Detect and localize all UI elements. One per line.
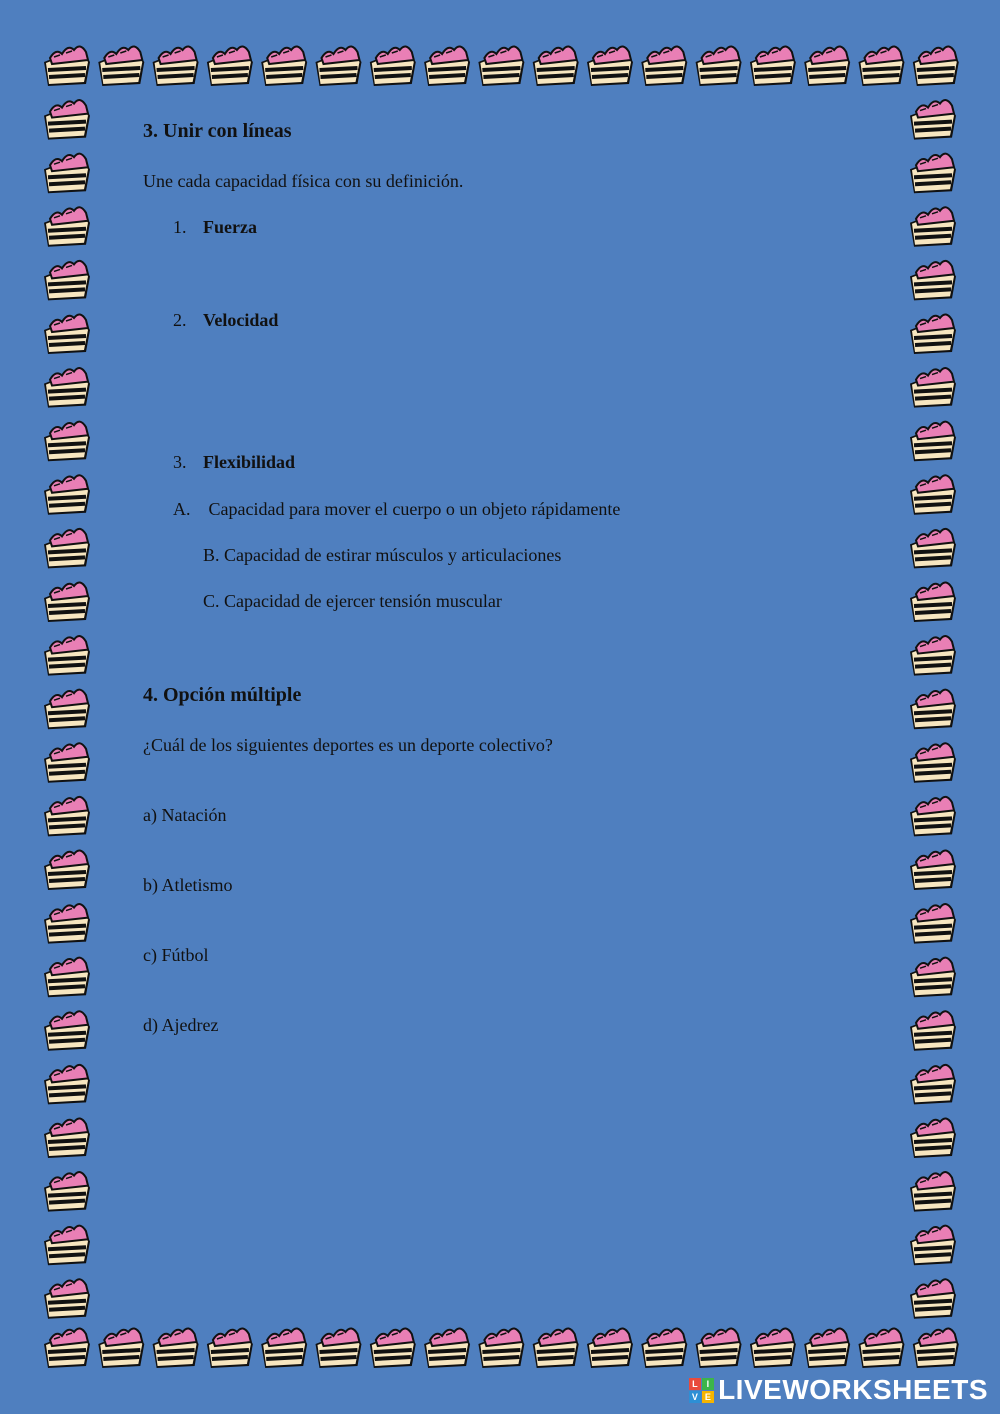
cake-slice-icon <box>910 1226 956 1266</box>
cake-slice-icon <box>44 690 90 730</box>
match-item-2[interactable] <box>173 310 278 331</box>
match-item-number: 1. <box>173 217 187 237</box>
cake-slice-icon <box>641 1328 687 1368</box>
cake-slice-icon <box>44 797 90 837</box>
cake-slice-icon <box>261 1328 307 1368</box>
option-b[interactable]: b) Atletismo <box>143 875 233 895</box>
cake-slice-icon <box>44 1011 90 1051</box>
cake-slice-icon <box>44 475 90 515</box>
cake-slice-icon <box>44 1279 90 1319</box>
logo-mark-letter: E <box>702 1391 714 1403</box>
cake-slice-icon <box>910 207 956 247</box>
match-item-label: Velocidad <box>203 310 279 330</box>
cake-slice-icon <box>424 1328 470 1368</box>
cake-slice-icon <box>370 46 416 86</box>
cake-slice-icon <box>478 1328 524 1368</box>
match-item-label: Fuerza <box>203 217 257 237</box>
section-3-instruction: Une cada capacidad física con su definición. <box>143 171 464 191</box>
cake-slice-icon <box>44 743 90 783</box>
cake-slice-icon <box>804 1328 850 1368</box>
cake-slice-icon <box>910 314 956 354</box>
logo-mark-letter: I <box>702 1378 714 1390</box>
cake-slice-icon <box>44 1226 90 1266</box>
cake-slice-icon <box>44 422 90 462</box>
cake-slice-icon <box>750 46 796 86</box>
cake-slice-icon <box>913 46 959 86</box>
cake-slice-icon <box>910 1011 956 1051</box>
match-item-number: 3. <box>173 452 187 472</box>
cake-slice-icon <box>910 904 956 944</box>
cake-slice-icon <box>910 1065 956 1105</box>
cake-slice-icon <box>804 46 850 86</box>
logo-mark-icon <box>689 1378 714 1403</box>
match-item-3[interactable] <box>173 452 295 473</box>
cake-slice-icon <box>859 1328 905 1368</box>
cake-slice-icon <box>44 1065 90 1105</box>
cake-slice-icon <box>153 46 199 86</box>
cake-slice-icon <box>44 314 90 354</box>
cake-slice-icon <box>370 1328 416 1368</box>
cake-slice-icon <box>44 958 90 998</box>
cake-slice-icon <box>913 1328 959 1368</box>
cake-slice-icon <box>44 1172 90 1212</box>
cake-slice-icon <box>98 46 144 86</box>
cake-slice-icon <box>910 743 956 783</box>
cake-slice-icon <box>587 46 633 86</box>
cake-slice-icon <box>859 46 905 86</box>
section-4-title: 4. Opción múltiple <box>143 684 302 706</box>
cake-slice-icon <box>44 1118 90 1158</box>
cake-slice-icon <box>910 958 956 998</box>
cake-slice-icon <box>44 636 90 676</box>
cake-slice-icon <box>910 100 956 140</box>
section-3-title: 3. Unir con líneas <box>143 120 292 142</box>
cake-slice-icon <box>910 368 956 408</box>
cake-slice-icon <box>44 46 90 86</box>
cake-slice-icon <box>587 1328 633 1368</box>
definition-b[interactable]: B. Capacidad de estirar músculos y articulaciones <box>203 545 562 565</box>
cake-slice-icon <box>44 850 90 890</box>
cake-slice-icon <box>641 46 687 86</box>
cake-slice-icon <box>207 1328 253 1368</box>
cake-slice-icon <box>44 100 90 140</box>
cake-slice-icon <box>44 154 90 194</box>
cake-slice-icon <box>696 1328 742 1368</box>
cake-slice-icon <box>910 1172 956 1212</box>
cake-slice-icon <box>910 1279 956 1319</box>
liveworksheets-logo <box>689 1374 988 1406</box>
logo-mark-letter: L <box>689 1378 701 1390</box>
cake-slice-icon <box>261 46 307 86</box>
cake-slice-icon <box>44 1328 90 1368</box>
cake-slice-icon <box>533 1328 579 1368</box>
cake-slice-icon <box>44 207 90 247</box>
option-a[interactable]: a) Natación <box>143 805 227 825</box>
cake-slice-icon <box>910 261 956 301</box>
cake-slice-icon <box>44 368 90 408</box>
section-4-question: ¿Cuál de los siguientes deportes es un deporte colectivo? <box>143 735 553 755</box>
cake-slice-icon <box>910 636 956 676</box>
option-d[interactable]: d) Ajedrez <box>143 1015 219 1035</box>
cake-slice-icon <box>696 46 742 86</box>
cake-slice-icon <box>750 1328 796 1368</box>
cake-slice-icon <box>44 582 90 622</box>
cake-slice-icon <box>910 154 956 194</box>
cake-slice-icon <box>910 582 956 622</box>
cake-slice-icon <box>910 1118 956 1158</box>
cake-slice-icon <box>910 422 956 462</box>
cake-slice-icon <box>98 1328 144 1368</box>
logo-mark-letter: V <box>689 1391 701 1403</box>
cake-slice-icon <box>478 46 524 86</box>
cake-slice-icon <box>910 690 956 730</box>
cake-slice-icon <box>153 1328 199 1368</box>
cake-slice-icon <box>207 46 253 86</box>
cake-slice-icon <box>44 904 90 944</box>
cake-slice-icon <box>910 850 956 890</box>
cake-slice-icon <box>910 529 956 569</box>
match-item-label: Flexibilidad <box>203 452 296 472</box>
cake-slice-icon <box>44 529 90 569</box>
cake-slice-icon <box>44 261 90 301</box>
match-item-number: 2. <box>173 310 187 330</box>
definition-c[interactable]: C. Capacidad de ejercer tensión muscular <box>203 591 502 611</box>
cake-slice-icon <box>316 46 362 86</box>
definition-a[interactable]: A. Capacidad para mover el cuerpo o un objeto rápidamente <box>173 499 621 519</box>
cake-slice-icon <box>424 46 470 86</box>
cake-slice-icon <box>910 797 956 837</box>
cake-slice-icon <box>533 46 579 86</box>
match-item-1[interactable] <box>173 217 257 238</box>
option-c[interactable]: c) Fútbol <box>143 945 209 965</box>
cake-slice-icon <box>910 475 956 515</box>
logo-text: LIVEWORKSHEETS <box>718 1374 988 1405</box>
cake-slice-icon <box>316 1328 362 1368</box>
